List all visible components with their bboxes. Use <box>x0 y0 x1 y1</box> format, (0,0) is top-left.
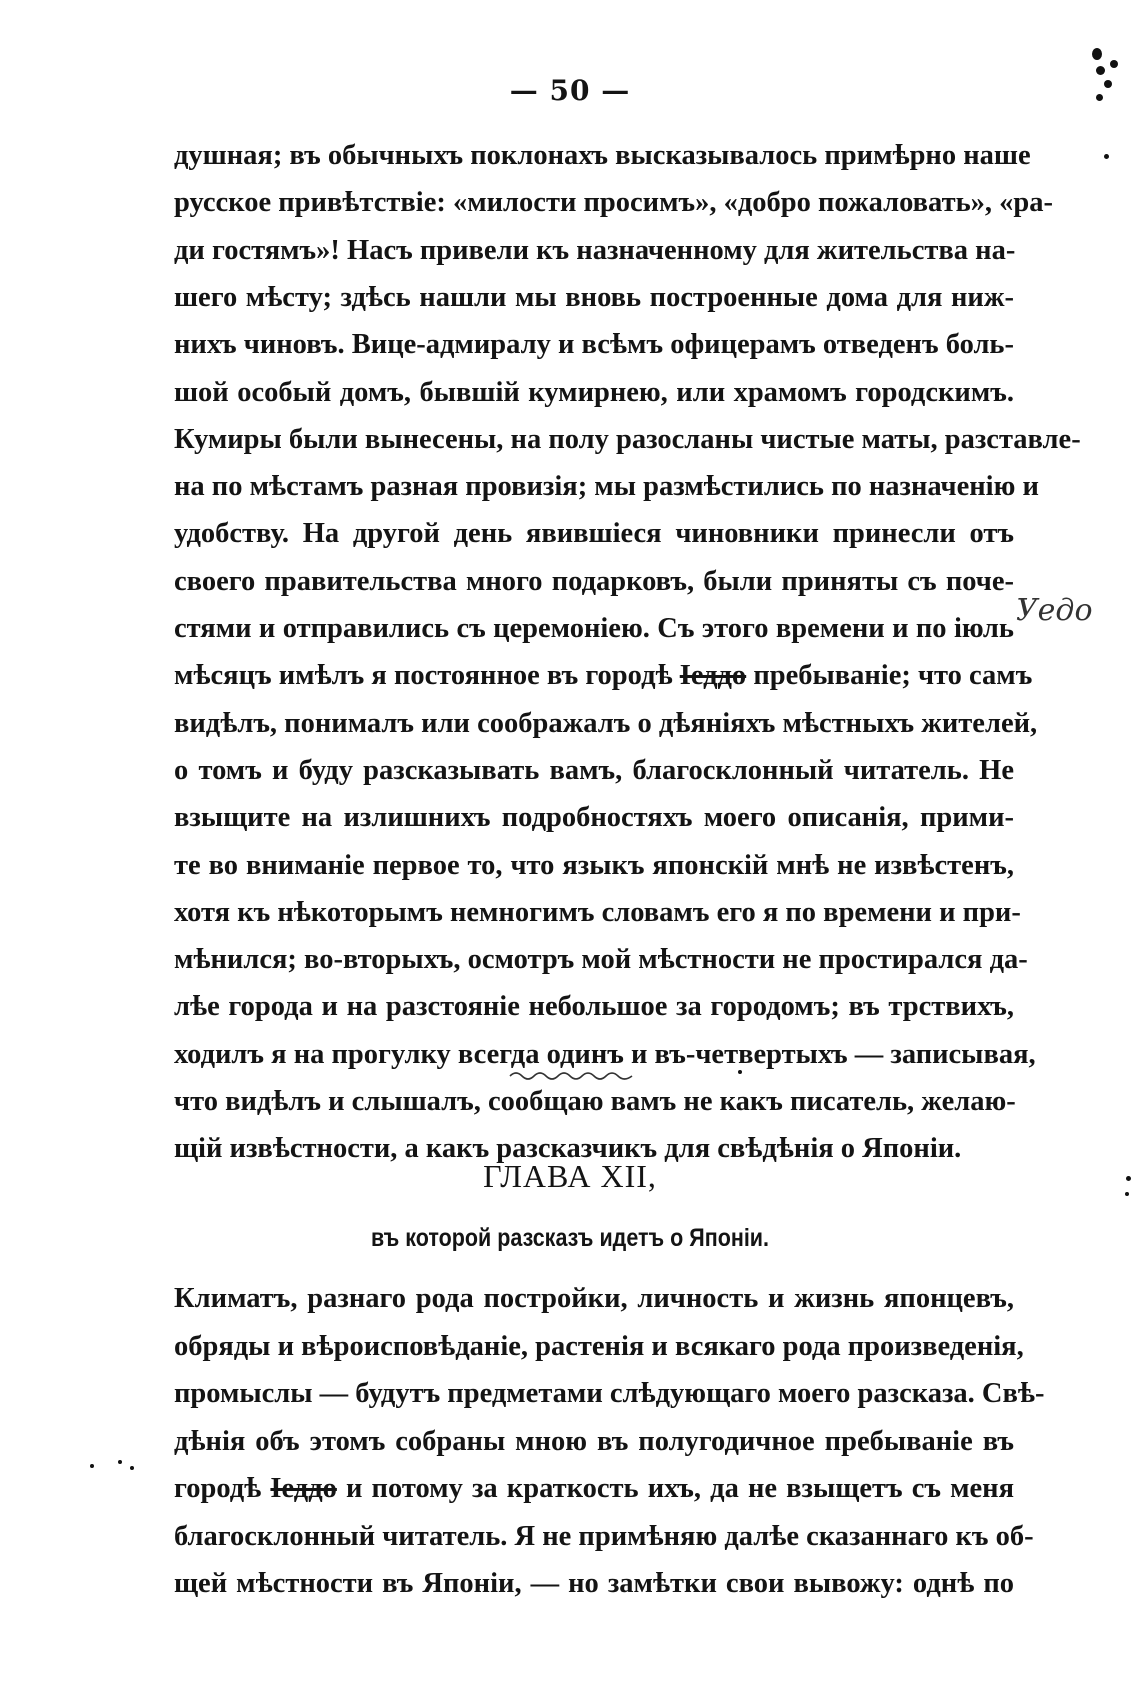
text-line: дѣнія объ этомъ собраны мною въ полугодичное пребываніе въ <box>174 1425 1014 1457</box>
text-line: шой особый домъ, бывшій кумирнею, или храмомъ городскимъ. <box>174 376 1014 408</box>
text-line: на по мѣстамъ разная провизія; мы размѣстились по назначенію и <box>174 471 1039 503</box>
ink-speck <box>1110 60 1118 68</box>
text-line: видѣлъ, понималъ или соображалъ о дѣяніяхъ мѣстныхъ жителей, <box>174 707 1038 739</box>
text-line: своего правительства много подарковъ, были приняты съ поче- <box>174 565 1014 597</box>
text-line: хотя къ нѣкоторымъ немногимъ словамъ его я по времени и при- <box>174 896 1021 928</box>
text-line: удобству. На другой день явившіеся чиновники принесли отъ <box>174 518 1014 550</box>
text-line: ди гостямъ»! Насъ привели къ назначенному для жительства на- <box>174 234 1016 266</box>
text-line: душная; въ обычныхъ поклонахъ высказывалось примѣрно наше <box>174 140 1031 171</box>
ink-speck <box>130 1466 134 1470</box>
text-line: Климатъ, разнаго рода постройки, личность и жизнь японцевъ, <box>174 1283 1014 1314</box>
text-line: благосклонный читатель. Я не примѣняю далѣе сказаннаго къ об- <box>174 1520 1034 1552</box>
text-line: ходилъ я на прогулку всегда одинъ и въ-четвертыхъ — записывая, <box>174 1038 1036 1070</box>
text-line: те во вниманіе первое то, что языкъ японскій мнѣ не извѣстенъ, <box>174 849 1014 881</box>
text-line: обряды и вѣроисповѣданіе, растенія и всякаго рода произведенія, <box>174 1330 1024 1362</box>
text-line: лѣе города и на разстояніе небольшое за городомъ; въ трствихъ, <box>174 991 1014 1023</box>
text-line: щій извѣстности, а какъ разсказчикъ для свѣдѣнія о Японіи. <box>174 1133 962 1165</box>
text-line: стями и отправились съ церемоніею. Съ этого времени и по іюль <box>174 613 1014 644</box>
ink-speck <box>738 1070 742 1074</box>
ink-speck <box>118 1460 122 1464</box>
section-divider <box>508 1068 636 1082</box>
struck-word: Іеддо <box>679 660 747 692</box>
chapter-title: ГЛАВА XII, <box>483 1158 657 1194</box>
struck-word: Іеддо <box>270 1473 337 1504</box>
ink-speck <box>1104 80 1112 88</box>
text-line: нихъ чиновъ. Вице-адмиралу и всѣмъ офицерамъ отведенъ боль- <box>174 329 1014 361</box>
ink-speck <box>1125 1192 1129 1196</box>
text-line: промыслы — будутъ предметами слѣдующаго моего разсказа. Свѣ- <box>174 1378 1045 1409</box>
text-line: мѣнился; во-вторыхъ, осмотръ мой мѣстности не простирался да- <box>174 944 1028 976</box>
text-line: шего мѣсту; здѣсь нашли мы вновь построенные дома для ниж- <box>174 281 1014 313</box>
text-line: о томъ и буду разсказывать вамъ, благосклонный читатель. Не <box>174 754 1014 786</box>
text-line: что видѣлъ и слышалъ, сообщаю вамъ не какъ писатель, желаю- <box>174 1086 1016 1117</box>
text-line: городѣ Іеддо и потому за краткость ихъ, да не взыщетъ съ меня <box>174 1473 1015 1504</box>
text-line: мѣсяцъ имѣлъ я постоянное въ городѣ Іеддо пребываніе; что самъ <box>174 660 1033 692</box>
page-number: — 50 — <box>509 74 631 107</box>
handwritten-margin-note: Уедо <box>1016 593 1093 628</box>
ink-speck <box>1096 94 1103 101</box>
ink-speck <box>1092 48 1102 60</box>
ink-speck <box>1126 1176 1131 1181</box>
text-line: Кумиры были вынесены, на полу разосланы чистые маты, разставле- <box>174 423 1081 455</box>
text-line: щей мѣстности въ Японіи, — но замѣтки свои вывожу: однѣ по <box>174 1568 1014 1599</box>
chapter-subtitle: въ которой разсказъ идетъ о Японіи. <box>370 1224 770 1252</box>
text-line: взыщите на излишнихъ подробностяхъ моего описанія, прими- <box>174 802 1014 834</box>
ink-speck <box>1104 154 1109 159</box>
ink-speck <box>1096 66 1105 75</box>
ink-speck <box>90 1464 94 1468</box>
text-line: русское привѣтствіе: «милости просимъ», «добро пожаловать», «ра- <box>174 187 1053 219</box>
